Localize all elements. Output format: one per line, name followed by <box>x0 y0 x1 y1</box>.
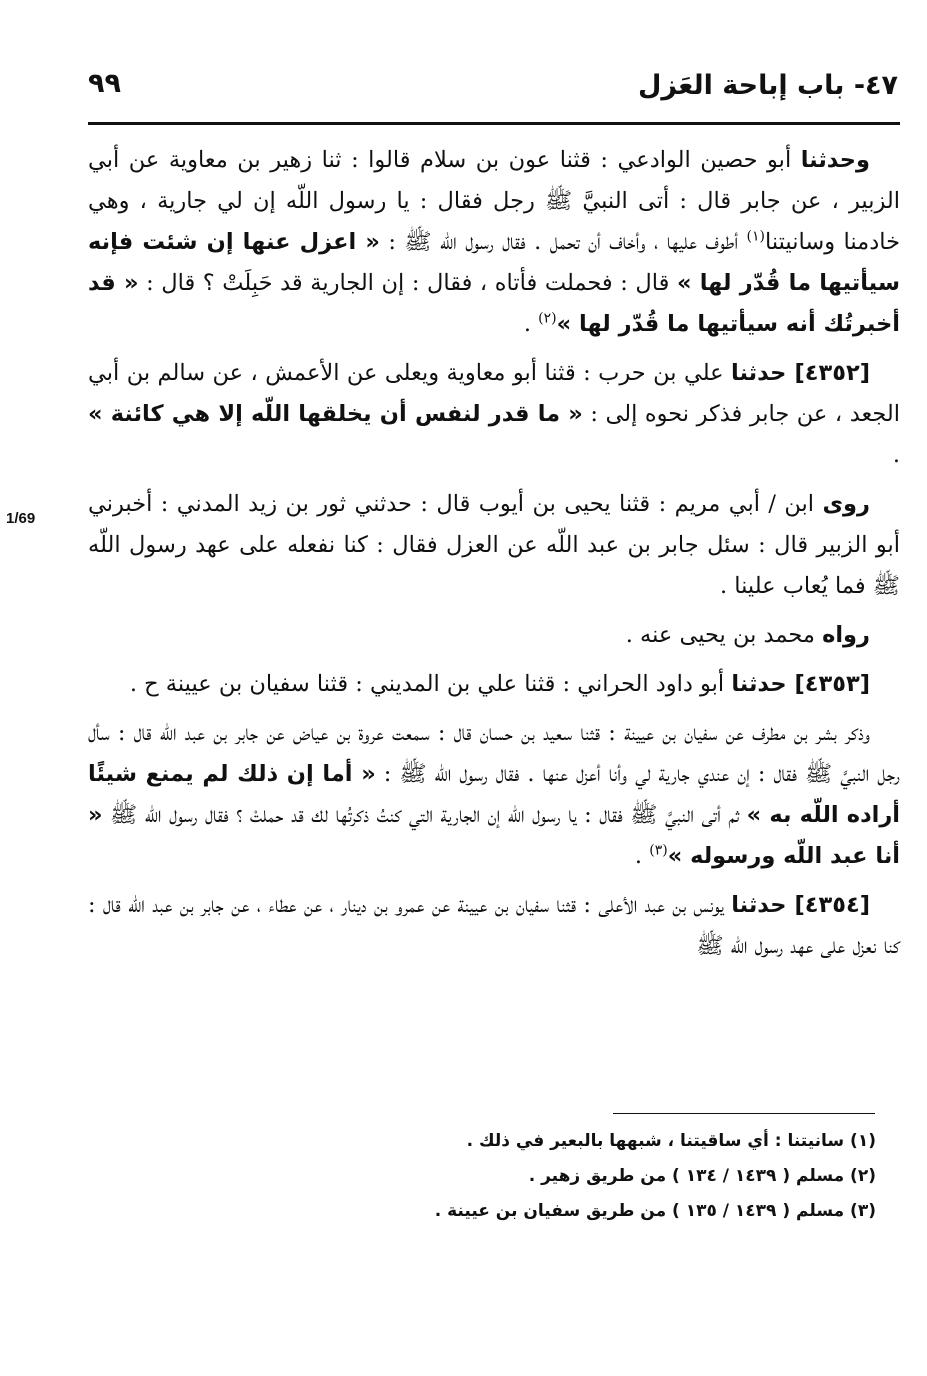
page-header <box>88 62 898 112</box>
paragraph-riwaya <box>88 484 900 607</box>
paragraph-hadith-4354 <box>88 885 900 967</box>
paragraph-lead: [٤٣٥٣] حدثنا <box>731 671 870 697</box>
paragraph-text: وذكر بشر بن مطرف عن سفيان بن عيينة : قثنا سعيد بن حسان قال : سمعت عروة بن عياض عن جابر بن عبد اللّه قال : سأل رجل النبيَّ ﷺ فقال : إن عندي جارية لي وأنا أعزل عنها . فقال رسول اللّه ﷺ : <box>88 720 900 787</box>
marginal-reference: 1/69 <box>6 510 36 527</box>
prophetic-quote: « اعزل عنها إن شئت فإنه سيأتيها ما قُدّر لها » <box>88 229 900 296</box>
paragraph-rawahu <box>88 615 900 656</box>
prophetic-quote: « ما قدر لنفس أن يخلقها اللّه إلا هي كائنة » <box>88 401 583 427</box>
paragraph-text: ابن / أبي مريم : قثنا يحيى بن أيوب قال : حدثني ثور بن زيد المدني : أخبرني أبو الزبير قال : سئل جابر بن عبد اللّه عن العزل فقال : كنا نفعله على عهد رسول اللّه ﷺ فما يُعاب علينا . <box>88 491 900 599</box>
main-text <box>88 140 900 975</box>
footnote-ref: (١) <box>746 228 765 245</box>
paragraph-text: علي بن حرب : قثنا أبو معاوية ويعلى عن الأعمش ، عن سالم بن أبي الجعد ، عن جابر فذكر نحوه إلى : <box>88 360 900 427</box>
footnotes <box>88 1124 876 1229</box>
footnote-ref: (٣) <box>649 842 668 859</box>
paragraph-lead: وحدثنا <box>800 147 870 173</box>
paragraph-lead: [٤٣٥٢] حدثنا <box>731 360 870 386</box>
paragraph-hadith-4352 <box>88 353 900 476</box>
footnote: (٢) مسلم ( ١٤٣٩ / ١٣٤ ) من طريق زهير . <box>528 1166 876 1186</box>
paragraph-hadith-4353 <box>88 664 900 705</box>
header-rule <box>88 122 900 125</box>
paragraph-text: أبو حصين الوادعي : قثنا عون بن سلام قالوا : ثنا زهير بن معاوية عن أبي الزبير ، عن جابر قال : أتى النبيَّ ﷺ رجل فقال : يا رسول اللّه إن لي جارية ، وهي خادمنا وسانيتنا <box>88 147 900 255</box>
paragraph-lead: رواه <box>822 622 870 648</box>
footnote-rule <box>613 1113 875 1114</box>
prophetic-quote: « قد أخبرتُك أنه سيأتيها ما قُدّر لها » <box>88 270 900 337</box>
chapter-title: ٤٧- باب إباحة العَزل <box>637 70 898 101</box>
prophetic-quote: « أما إن ذلك لم يمنع شيئًا أراده اللّه به » <box>88 761 901 828</box>
paragraph-text: ثم أتى النبيَّ ﷺ فقال : يا رسول اللّه إن الجارية التي كنتُ ذكرتُها لك قد حملتْ ؟ فقال رسول اللّه ﷺ <box>102 802 747 828</box>
paragraph-text: قال : فحملت فأتاه ، فقال : إن الجارية قد حَبِلَتْ ؟ قال : <box>138 270 677 296</box>
paragraph-bishr <box>88 713 900 877</box>
footnote-ref: (٢) <box>538 310 557 327</box>
footnote: (١) سانيتنا : أي ساقيتنا ، شبهها بالبعير في ذلك . <box>466 1131 876 1151</box>
paragraph-text: . <box>892 442 900 468</box>
paragraph-text: يونس بن عبد الأعلى : قثنا سفيان بن عيينة عن عمرو بن دينار ، عن عطاء ، عن جابر بن عبد اللّه قال : كنا نعزل على عهد رسول اللّه ﷺ <box>88 892 900 959</box>
page-number: ٩٩ <box>88 68 121 99</box>
paragraph-text: أطوف عليها ، وأخاف أن تحمل . فقال رسول اللّه ﷺ : <box>379 229 747 255</box>
paragraph-lead: [٤٣٥٤] حدثنا <box>731 892 870 918</box>
paragraph-hadith-intro <box>88 140 900 345</box>
paragraph-text: . <box>634 843 650 869</box>
prophetic-quote: « أنا عبد اللّه ورسوله » <box>88 802 900 869</box>
paragraph-text: محمد بن يحيى عنه . <box>625 622 823 648</box>
paragraph-text: أبو داود الحراني : قثنا علي بن المديني : قثنا سفيان بن عيينة ح . <box>129 671 732 697</box>
footnote: (٣) مسلم ( ١٤٣٩ / ١٣٥ ) من طريق سفيان بن عيينة . <box>434 1201 876 1221</box>
paragraph-lead: روى <box>822 491 870 517</box>
paragraph-text: . <box>523 311 539 337</box>
